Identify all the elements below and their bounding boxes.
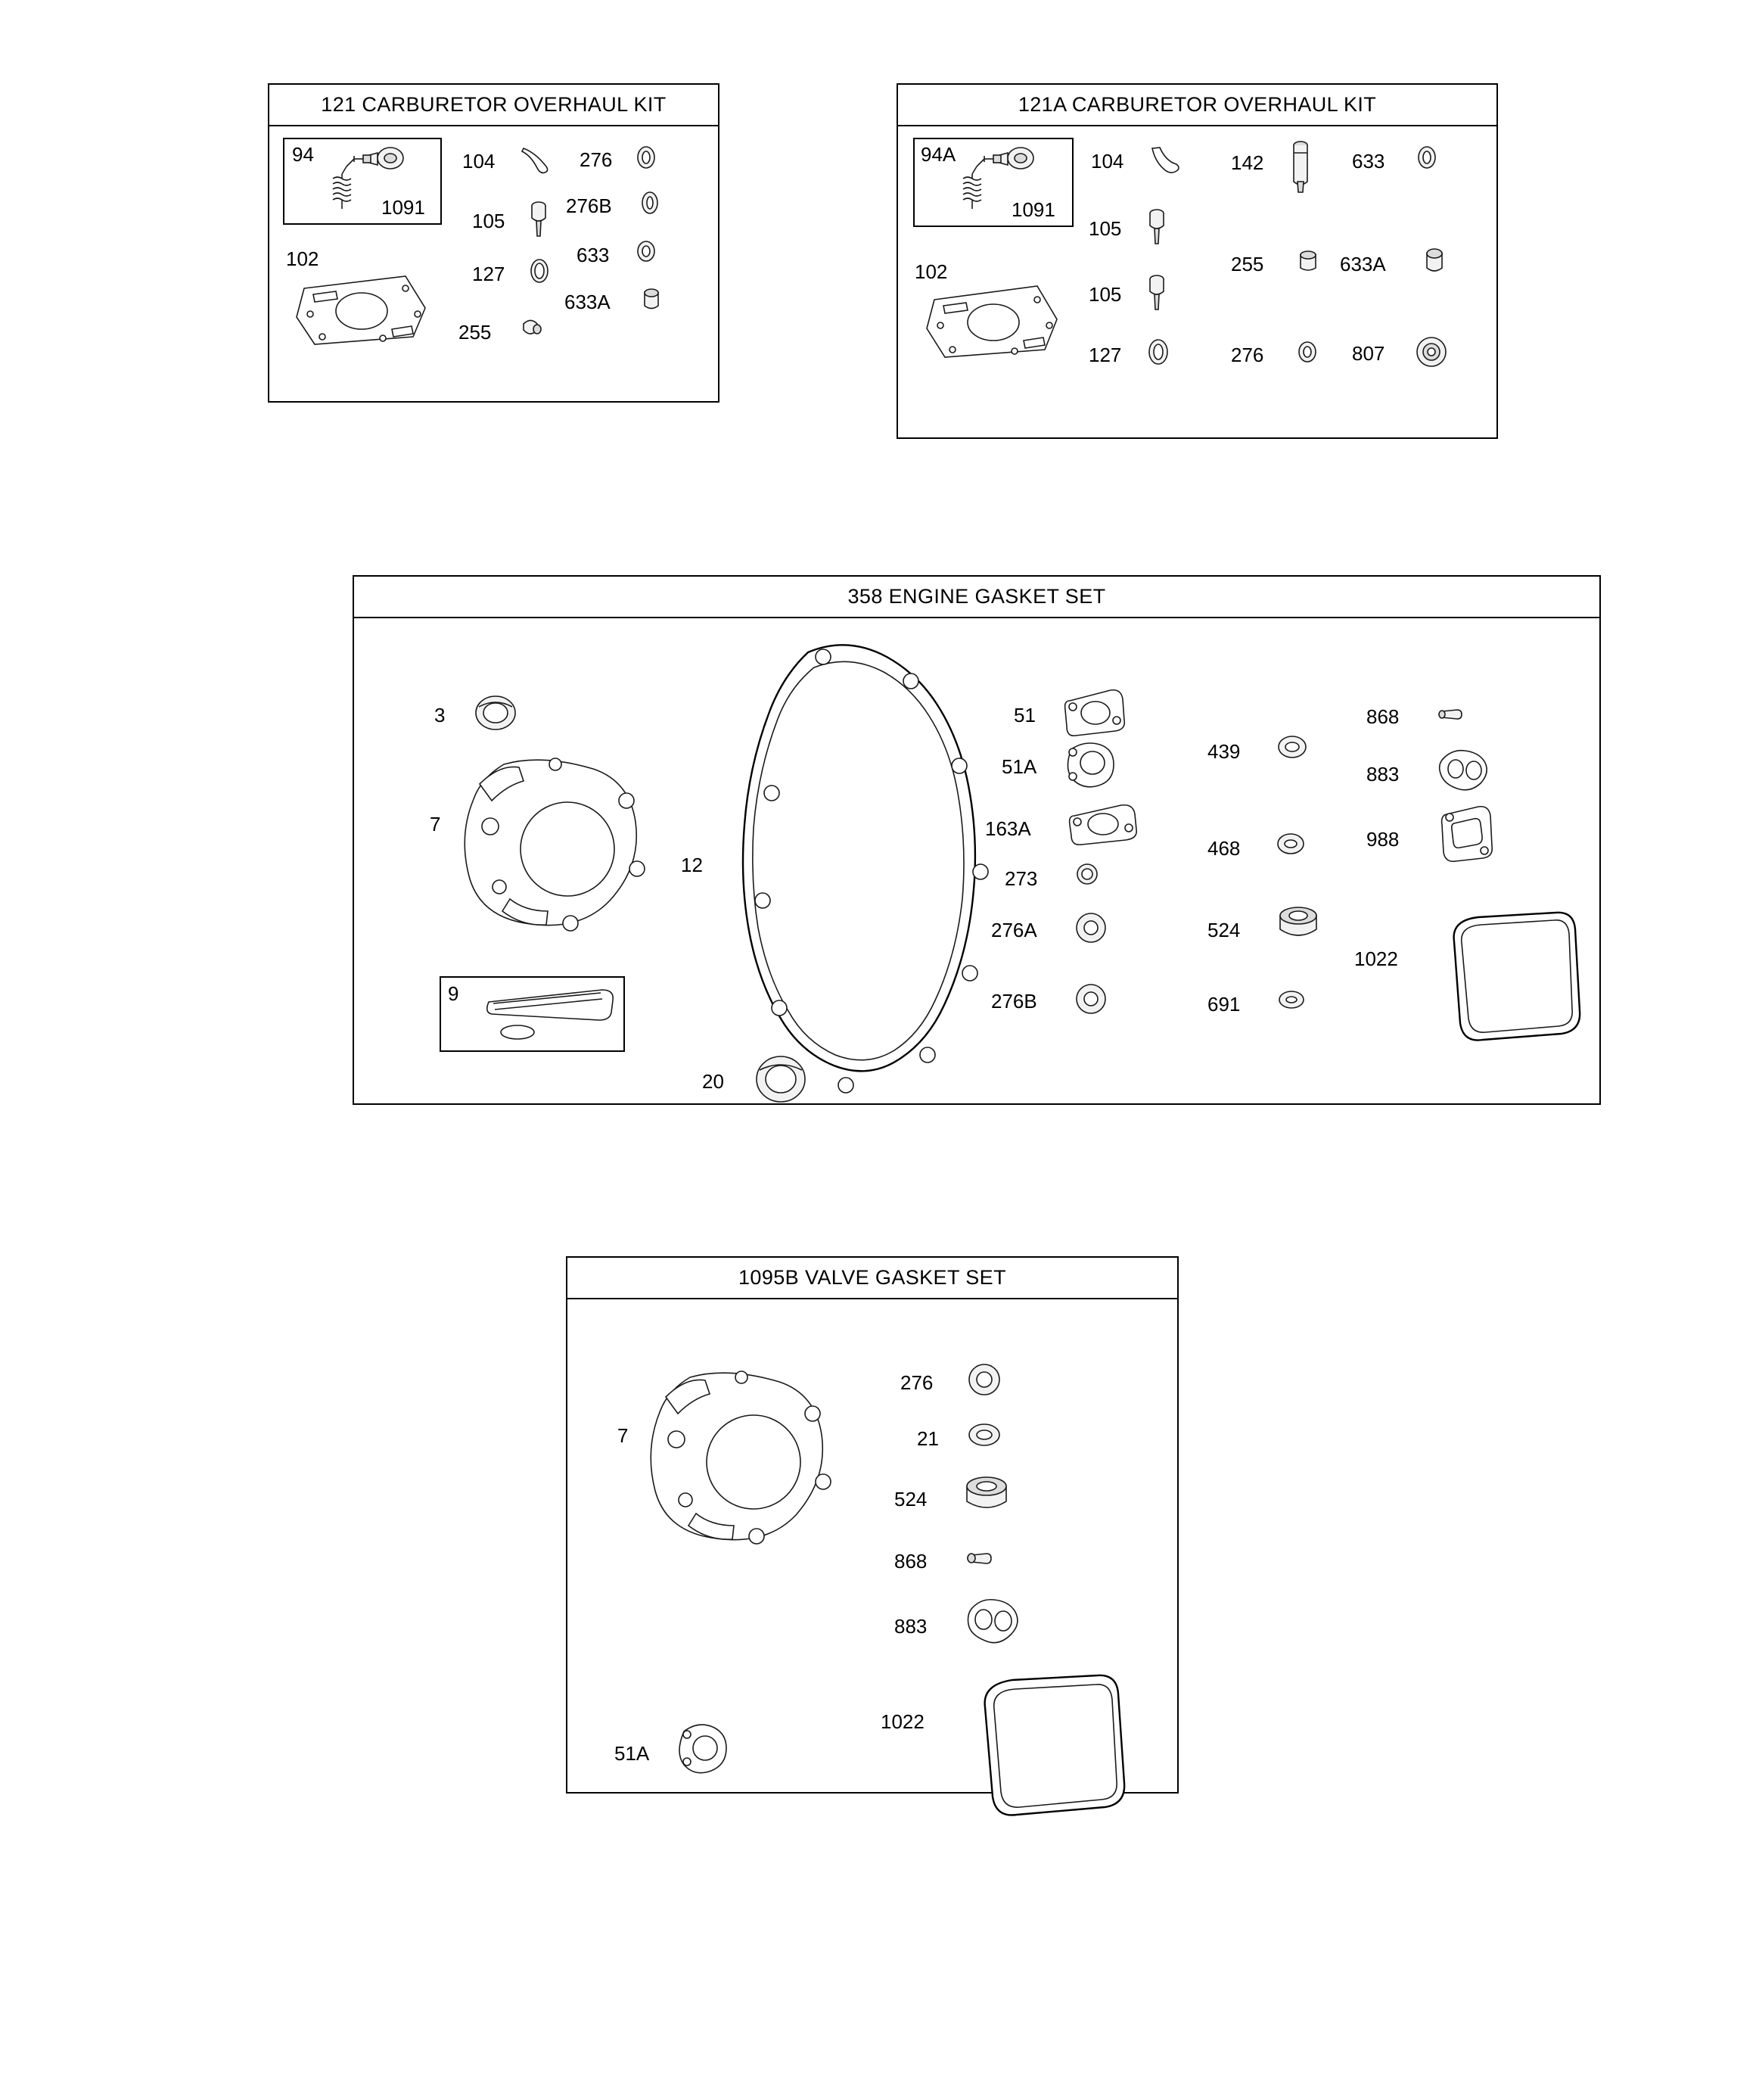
callout-label-142: 142 xyxy=(1231,151,1264,174)
callout-label-868: 868 xyxy=(1366,705,1400,728)
part-51A-exhaust-gasket-b xyxy=(673,1718,734,1778)
part-105-float-pin-a2 xyxy=(1145,273,1170,316)
callout-label-883: 883 xyxy=(1366,763,1400,786)
callout-label-633: 633 xyxy=(576,244,610,266)
callout-label-276-b: 276 xyxy=(900,1371,934,1394)
part-883-gasket xyxy=(1436,745,1493,795)
callout-label-102-a: 102 xyxy=(915,260,948,283)
callout-label-105-a1: 105 xyxy=(1089,217,1122,240)
callout-label-127: 127 xyxy=(472,263,505,285)
part-1022-valve-cover-gasket xyxy=(1445,905,1589,1049)
panel-valve-gasket-set-1095b xyxy=(566,1256,1179,1794)
callout-label-633A: 633A xyxy=(564,291,611,313)
part-276B-o-ring-b xyxy=(1071,979,1112,1019)
callout-label-21: 21 xyxy=(917,1427,939,1450)
part-21-seal-ring xyxy=(964,1418,1006,1453)
callout-label-7-b: 7 xyxy=(617,1424,629,1447)
callout-label-51: 51 xyxy=(1014,704,1036,726)
callout-label-12: 12 xyxy=(681,854,703,876)
part-7-cylinder-head-gasket xyxy=(457,754,676,935)
callout-label-51A-b: 51A xyxy=(614,1742,650,1765)
part-51A-exhaust-gasket xyxy=(1061,737,1121,790)
part-868-dowel-pin xyxy=(1436,704,1468,726)
callout-label-1091: 1091 xyxy=(381,196,425,219)
callout-label-276B-b: 276B xyxy=(991,990,1037,1013)
part-255-plug xyxy=(519,315,546,341)
panel-body-358 xyxy=(354,616,1599,1103)
callout-label-94A: 94A xyxy=(921,143,956,166)
callout-label-94: 94 xyxy=(292,143,314,166)
callout-label-104: 104 xyxy=(462,150,496,173)
part-127-seal-disc xyxy=(525,257,555,287)
part-524-grommet-b xyxy=(959,1471,1015,1520)
part-807-seal xyxy=(1412,333,1452,372)
part-104-clip-a xyxy=(1146,145,1189,179)
panel-title-121a: 121A CARBURETOR OVERHAUL KIT xyxy=(898,85,1496,126)
part-276-o-ring-a xyxy=(1294,339,1322,366)
part-102-carburetor-body-gasket-a xyxy=(922,282,1070,361)
callout-label-633-a: 633 xyxy=(1352,150,1385,173)
callout-label-51A: 51A xyxy=(1002,755,1037,778)
part-988-gasket-plate xyxy=(1436,804,1500,866)
part-255-plug-a xyxy=(1294,247,1325,275)
callout-label-3: 3 xyxy=(434,704,446,726)
panel-carburetor-overhaul-kit-121a xyxy=(897,83,1498,439)
callout-label-276A: 276A xyxy=(991,919,1037,941)
part-273-o-ring xyxy=(1073,860,1103,890)
part-102-carburetor-body-gasket xyxy=(292,272,436,347)
part-276-o-ring-b2 xyxy=(964,1359,1006,1400)
callout-label-163A: 163A xyxy=(985,817,1031,840)
callout-label-633A-a: 633A xyxy=(1340,253,1386,275)
part-868-dowel-pin-b xyxy=(964,1547,997,1571)
part-20-oil-seal xyxy=(747,1047,816,1111)
callout-label-104-a: 104 xyxy=(1091,150,1124,173)
part-105-float-pin xyxy=(527,200,552,242)
panel-title-1095b: 1095B VALVE GASKET SET xyxy=(567,1258,1177,1299)
part-127-seal-disc-a xyxy=(1143,336,1175,369)
part-51-intake-gasket xyxy=(1061,686,1127,740)
part-691-washer xyxy=(1276,987,1309,1014)
callout-label-276B: 276B xyxy=(566,194,612,217)
part-9-breather-gasket xyxy=(475,981,626,1050)
panel-title-121: 121 CARBURETOR OVERHAUL KIT xyxy=(269,85,718,126)
callout-label-988: 988 xyxy=(1366,828,1400,851)
part-468-seal-ring xyxy=(1274,829,1309,860)
callout-label-524-b: 524 xyxy=(894,1488,928,1510)
part-524-grommet xyxy=(1273,902,1325,949)
callout-label-276: 276 xyxy=(580,148,613,171)
callout-label-276-a: 276 xyxy=(1231,344,1264,366)
callout-label-439: 439 xyxy=(1207,740,1241,763)
callout-label-883-b: 883 xyxy=(894,1615,928,1638)
part-7-cylinder-head-gasket-b xyxy=(643,1365,862,1554)
callout-label-468: 468 xyxy=(1207,837,1241,860)
callout-label-1091-a: 1091 xyxy=(1012,198,1055,221)
callout-label-1022-b: 1022 xyxy=(881,1710,925,1733)
callout-label-20: 20 xyxy=(702,1070,724,1093)
panel-body-1095b xyxy=(567,1297,1177,1792)
part-142-jet xyxy=(1288,138,1314,198)
callout-label-7: 7 xyxy=(430,813,441,835)
callout-label-255-a: 255 xyxy=(1231,253,1264,275)
part-439-seal-ring xyxy=(1274,731,1312,764)
part-104-clip xyxy=(519,145,557,176)
part-883-gasket-b xyxy=(962,1594,1023,1648)
panel-carburetor-overhaul-kit-121 xyxy=(268,83,719,403)
panel-title-358: 358 ENGINE GASKET SET xyxy=(354,577,1599,618)
callout-label-255: 255 xyxy=(458,321,492,344)
callout-label-273: 273 xyxy=(1005,867,1038,890)
callout-label-9: 9 xyxy=(448,982,459,1005)
panel-body-121a xyxy=(898,124,1496,437)
callout-label-1022: 1022 xyxy=(1354,947,1398,970)
callout-label-105: 105 xyxy=(472,210,505,232)
callout-label-102: 102 xyxy=(286,247,319,270)
part-276A-o-ring xyxy=(1071,908,1112,947)
part-276-o-ring xyxy=(634,144,660,171)
panel-engine-gasket-set-358 xyxy=(353,575,1601,1105)
callout-label-868-b: 868 xyxy=(894,1550,928,1573)
part-12-crankcase-cover-gasket xyxy=(732,631,1043,1115)
callout-label-524: 524 xyxy=(1207,919,1241,941)
panel-body-121 xyxy=(269,124,718,401)
part-1022-valve-cover-gasket-b xyxy=(976,1668,1135,1827)
callout-label-105-a2: 105 xyxy=(1089,283,1122,306)
part-633-washer-a xyxy=(1414,144,1441,173)
part-633A-bushing xyxy=(639,286,667,313)
callout-label-691: 691 xyxy=(1207,993,1241,1016)
callout-label-807: 807 xyxy=(1352,342,1385,365)
part-276B-o-ring xyxy=(639,189,663,216)
part-163A-carburetor-mount-gasket xyxy=(1065,799,1141,849)
callout-label-127-a: 127 xyxy=(1089,344,1122,366)
part-633A-bushing-a xyxy=(1420,245,1452,277)
part-633-washer xyxy=(634,239,660,265)
part-105-float-pin-a1 xyxy=(1145,207,1170,250)
part-3-oil-seal xyxy=(469,689,524,739)
